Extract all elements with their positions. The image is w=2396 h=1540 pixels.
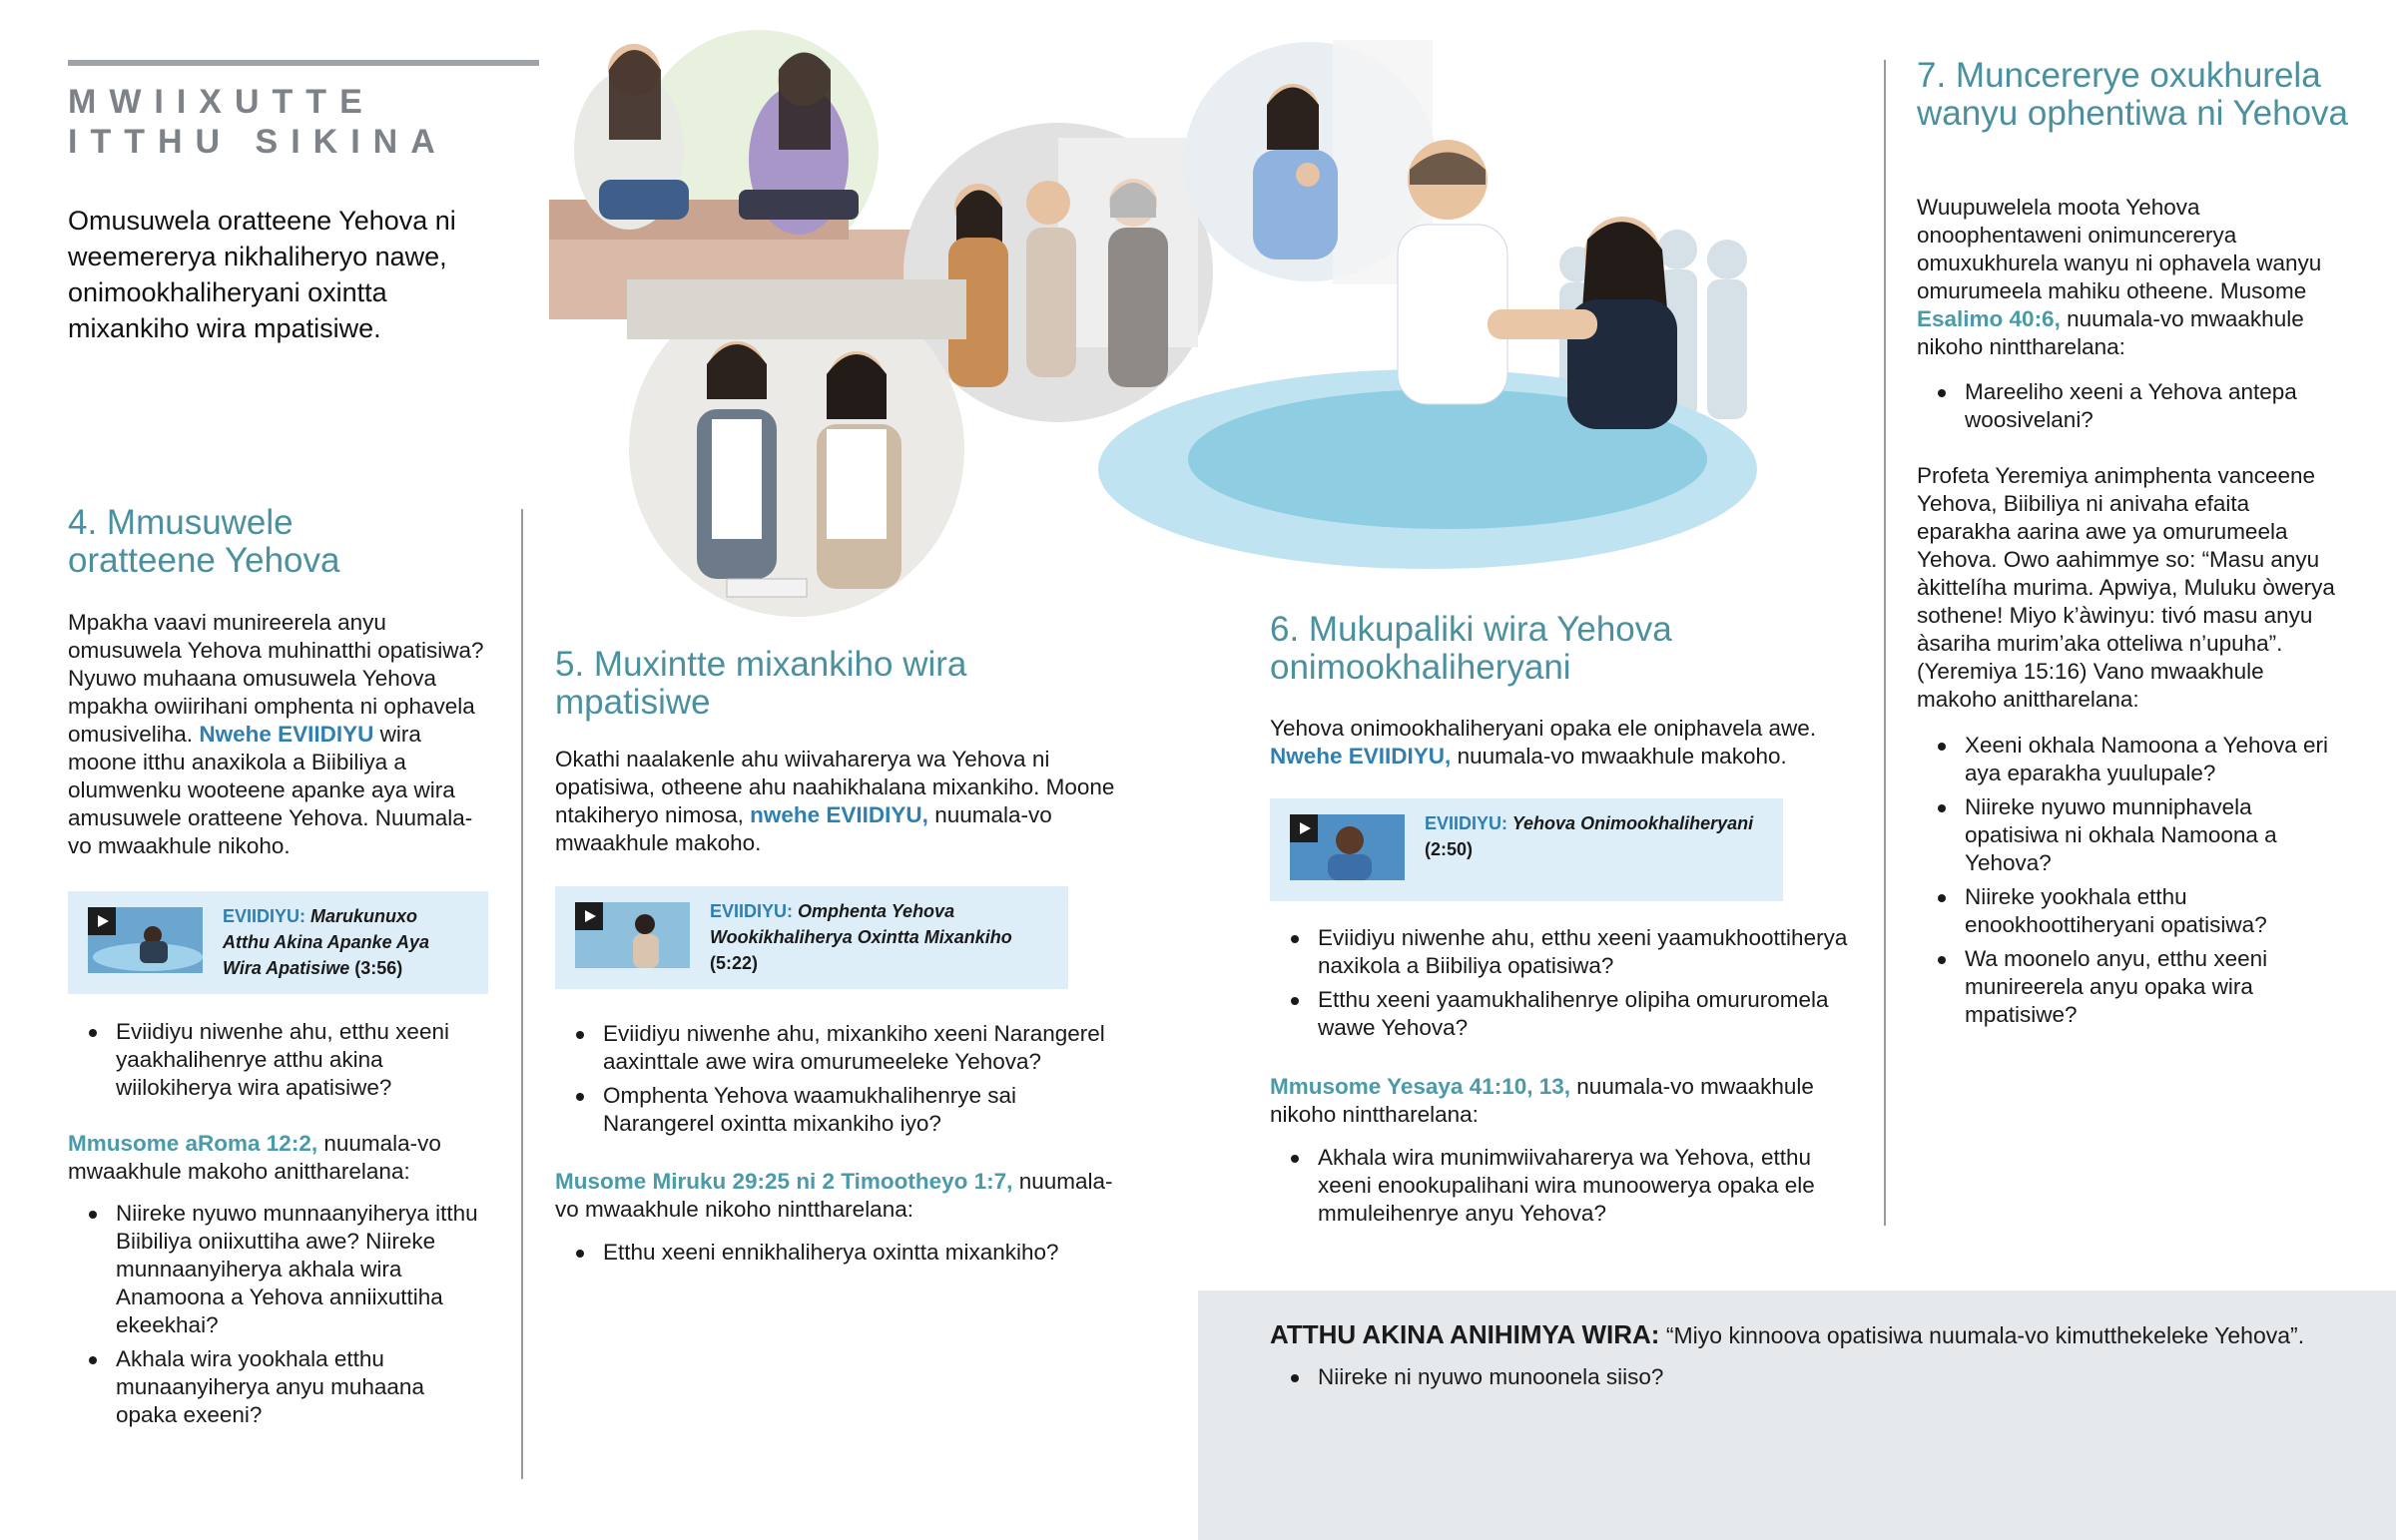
video-duration: (3:56) xyxy=(354,958,403,978)
video-thumbnail[interactable] xyxy=(88,907,203,973)
section-6-reading: Mmusome Yesaya 41:10, 13, nuumala-vo mwaakhule nikoho ninttharelana: xyxy=(1270,1074,1814,1127)
question-item: Mareeliho xeeni a Yehova antepa woosivelani? xyxy=(1917,378,2346,434)
column-divider-1 xyxy=(521,509,523,1479)
watch-video-link[interactable]: nwehe EVIIDIYU, xyxy=(750,802,928,827)
section-4-questions-a xyxy=(68,1018,487,1108)
question-item: Niireke ni nyuwo munoonela siiso? xyxy=(1270,1363,2268,1391)
scripture-reference[interactable]: Mmusome aRoma 12:2, xyxy=(68,1131,318,1156)
scripture-reference[interactable]: Mmusome Yesaya 41:10, 13, xyxy=(1270,1074,1571,1099)
section-4-questions-b xyxy=(68,1200,487,1435)
play-icon[interactable] xyxy=(575,902,603,930)
section-7-heading: 7. Muncererye oxukhurela wanyu ophentiwa ni Yehova xyxy=(1917,56,2349,133)
video-thumbnail[interactable] xyxy=(575,902,690,968)
section-7-questions-a xyxy=(1917,378,2346,440)
question-item: Xeeni okhala Namoona a Yehova eri aya eparakha yuulupale? xyxy=(1917,732,2346,787)
video-duration: (2:50) xyxy=(1425,839,1474,859)
scripture-reference[interactable]: Esalimo 40:6, xyxy=(1917,306,2061,331)
section-6-paragraph: Yehova onimookhaliheryani opaka ele oniphavela awe. Nwehe EVIIDIYU, nuumala-vo mwaakhule makoho. xyxy=(1270,716,1817,769)
section-6-questions-b xyxy=(1270,1144,1859,1234)
scripture-reference[interactable]: Musome Miruku 29:25 ni 2 Timootheyo 1:7, xyxy=(555,1169,1013,1194)
section-5-questions-a xyxy=(555,1020,1124,1144)
video-card[interactable] xyxy=(1270,798,1783,901)
play-icon[interactable] xyxy=(88,907,116,935)
video-duration: (5:22) xyxy=(710,953,759,973)
video-title: Yehova Onimookhaliheryani xyxy=(1511,813,1754,833)
question-item: Niireke yookhala etthu enookhoottiheryani opatisiwa? xyxy=(1917,883,2346,939)
section-7-paragraph-1: Wuupuwelela moota Yehova onoophentaweni onimuncererya omuxukhurela wanyu ni ophavela wanyu omurumeela mahiku otheene. Musome Esalimo 40:6, nuumala-vo mwaakhule nikoho ninttharelana: xyxy=(1917,195,2322,359)
section-5-paragraph: Okathi naalakenle ahu wiivaharerya wa Yehova ni opatisiwa, otheene ahu naahikhalana mixankiho. Moone ntakiheryo nimosa, nwehe EVIIDIYU, nuumala-vo mwaakhule makoho. xyxy=(555,747,1115,855)
question-item: Eviidiyu niwenhe ahu, etthu xeeni yaakhalihenrye atthu akina wiilokiherya wira apatisiwe? xyxy=(68,1018,487,1102)
section-6-heading: 6. Mukupaliki wira Yehova onimookhaliheryani xyxy=(1270,610,1672,687)
section-7-questions-b xyxy=(1917,732,2346,1035)
section-5-questions-b xyxy=(555,1239,1124,1273)
video-label: EVIIDIYU: xyxy=(1425,813,1508,833)
section-4-heading: 4. Mmusuwele oratteene Yehova xyxy=(68,503,340,580)
section-6-questions-a xyxy=(1270,924,1859,1048)
illustration-baptism xyxy=(1068,140,1787,589)
watch-video-link[interactable]: Nwehe EVIIDIYU, xyxy=(1270,744,1452,769)
question-item: Eviidiyu niwenhe ahu, mixankiho xeeni Narangerel aaxinttale awe wira omurumeeleke Yehova? xyxy=(555,1020,1124,1076)
question-item: Niireke nyuwo munniphavela opatisiwa ni okhala Namoona a Yehova? xyxy=(1917,793,2346,877)
video-label: EVIIDIYU: xyxy=(223,906,306,926)
illustration-workplace xyxy=(627,279,966,619)
video-card[interactable] xyxy=(68,891,488,994)
question-item: Akhala wira munimwiivaharerya wa Yehova, etthu xeeni enookupalihani wira munoowerya opaka ele mmuleihenrye anyu Yehova? xyxy=(1270,1144,1859,1228)
play-icon[interactable] xyxy=(1290,814,1318,842)
column-divider-3 xyxy=(1884,60,1886,1226)
header-rule xyxy=(68,60,539,66)
video-title: Omphenta Yehova Wookikhaliherya Oxintta Mixankiho xyxy=(710,901,1012,947)
section-4-paragraph: Mpakha vaavi munireerela anyu omusuwela Yehova muhinatthi opatisiwa? Nyuwo muhaana omusuwela Yehova mpakha owiirihani omphenta ni ophavela omusiveliha. Nwehe EVIIDIYU wira moone itthu anaxikola a Biibiliya a olumwenku wooteene apanke aya wira amusuwele oratteene Yehova. Nuumala-vo mwaakhule nikoho. xyxy=(68,610,484,858)
section-4-reading: Mmusome aRoma 12:2, nuumala-vo mwaakhule makoho anittharelana: xyxy=(68,1131,441,1184)
section-7-paragraph-2: Profeta Yeremiya animphenta vanceene Yehova, Biibiliya ni anivaha efaita eparakha aarina awe ya omurumeela Yehova. Owo aahimmye so: “Masu anyu àkittelíha murima. Apwiya, Muluku òwerya sothene! Miyo k’àwinyu: tivó masu anyu àsariha murim’aka otteliwa n’upuha”. (Yeremiya 15:16) Vano mwaakhule makoho anittharelana: xyxy=(1917,463,2335,712)
question-item: Etthu xeeni yaamukhalihenrye olipiha omururomela wawe Yehova? xyxy=(1270,986,1859,1042)
video-title: Marukunuxo Atthu Akina Apanke Aya Wira Apatisiwe xyxy=(223,906,430,978)
intro-text: Omusuwela oratteene Yehova ni weemererya nikhaliheryo nawe, onimookhaliheryani oxintta mixankiho wira mpatisiwe. xyxy=(68,206,456,343)
watch-video-link[interactable]: Nwehe EVIIDIYU xyxy=(199,722,374,747)
section-5-reading: Musome Miruku 29:25 ni 2 Timootheyo 1:7, nuumala-vo mwaakhule nikoho ninttharelana: xyxy=(555,1169,1113,1222)
page-title: MWIIXUTTE ITTHU SIKINA xyxy=(68,83,448,161)
question-item: Eviidiyu niwenhe ahu, etthu xeeni yaamukhoottiherya naxikola a Biibiliya opatisiwa? xyxy=(1270,924,1859,980)
video-card[interactable] xyxy=(555,886,1068,989)
section-5-heading: 5. Muxintte mixankiho wira mpatisiwe xyxy=(555,645,967,722)
question-item: Akhala wira yookhala etthu munaanyiherya anyu muhaana opaka exeeni? xyxy=(68,1345,487,1429)
objection-label: ATTHU AKINA ANIHIMYA WIRA: xyxy=(1270,1319,1660,1349)
video-label: EVIIDIYU: xyxy=(710,901,794,921)
question-item: Etthu xeeni ennikhaliherya oxintta mixankiho? xyxy=(555,1239,1124,1267)
objection-quote: ATTHU AKINA ANIHIMYA WIRA: “Miyo kinnoova opatisiwa nuumala-vo kimutthekeleke Yehova”. xyxy=(1270,1319,2305,1349)
question-item: Niireke nyuwo munnaanyiherya itthu Biibiliya oniixuttiha awe? Niireke munnaanyiherya akhala wira Anamoona a Yehova anniixuttiha ekeekhai? xyxy=(68,1200,487,1339)
video-thumbnail[interactable] xyxy=(1290,814,1405,880)
objection-questions xyxy=(1270,1363,2268,1397)
question-item: Wa moonelo anyu, etthu xeeni munireerela anyu opaka wira mpatisiwe? xyxy=(1917,945,2346,1029)
question-item: Omphenta Yehova waamukhalihenrye sai Narangerel oxintta mixankiho iyo? xyxy=(555,1082,1124,1138)
